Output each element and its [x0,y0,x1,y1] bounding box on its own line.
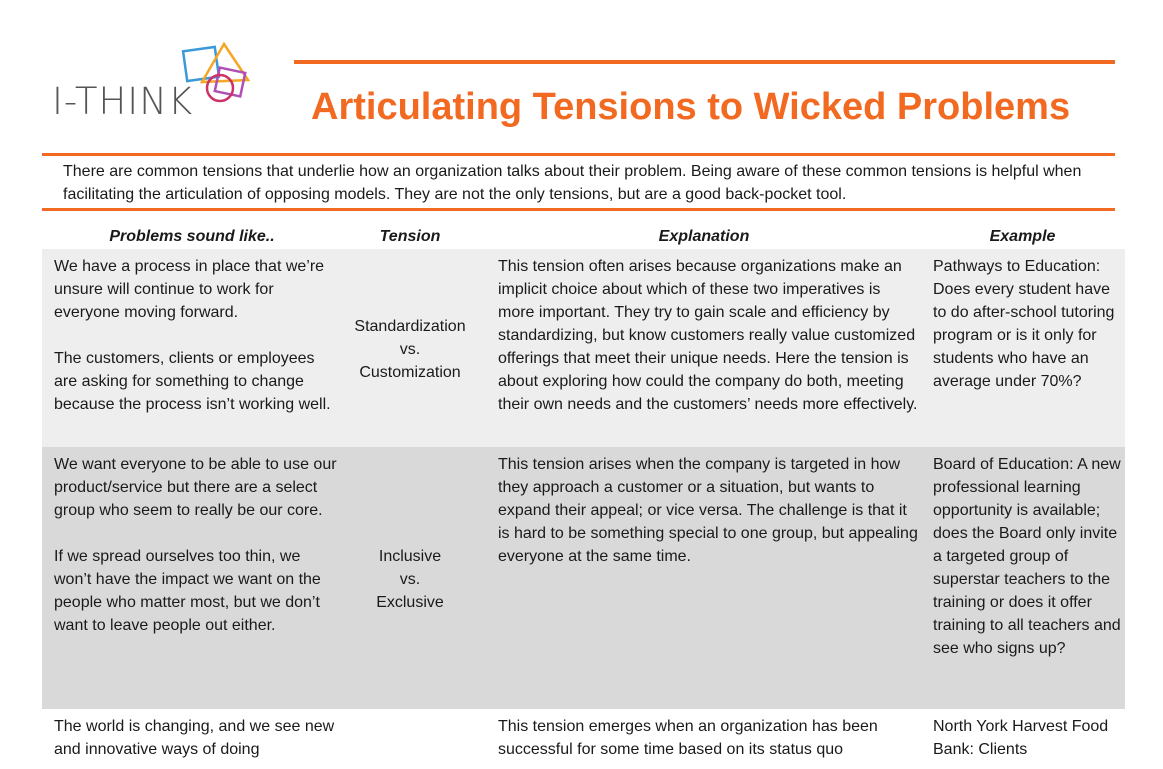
problem-statement: The customers, clients or employees are asking for something to change because the process isn’t working well. [54,350,331,413]
i-think-logo [52,40,262,130]
problem-statement: The world is changing, and we see new and innovative ways of doing [54,718,335,758]
column-header-explanation: Explanation [658,228,750,245]
problem-statement: If we spread ourselves too thin, we won’t have the impact we want on the people who matter most, but we don’t want to leave people out either. [54,548,321,634]
table-row [42,447,1125,709]
column-header-tension: Tension [379,228,441,245]
problem-statement: We want everyone to be able to use our product/service but there are a select group who seem to really be our core. [54,456,337,519]
column-header-example: Example [989,228,1056,245]
explanation-cell: This tension arises when the company is targeted in how they approach a customer or a situation, but wants to expand their appeal; or vice versa. The challenge is that it is hard to be something special to one group, but appealing everyone at the same time. [498,456,918,565]
problem-statement: We have a process in place that we’re unsure will continue to work for everyone moving forward. [54,258,325,321]
intro-paragraph: There are common tensions that underlie how an organization talks about their problem. Being aware of these common tensions is helpful when facilitating the articulation of opposing models. They are not the only tensions, but are a good back-pocket tool. [63,163,1082,203]
table-header-row [0,228,1163,250]
tension-left: Standardization [354,318,466,335]
explanation-cell: This tension often arises because organizations make an implicit choice about which of these two imperatives is more important. They try to gain scale and efficiency by standardizing, but know customers really value customized offerings that meet their unique needs. Here the tension is about exploring how could the company do both, meeting their own needs and the customers’ needs more effectively. [498,258,918,413]
tension-right: Customization [359,364,461,381]
example-cell: Board of Education: A new professional learning opportunity is available; does the Board only invite a targeted group of superstar teachers to the training or does it offer training to all teachers and see who signs up? [933,456,1121,657]
page-title: Articulating Tensions to Wicked Problems [311,86,1071,128]
intro-top-rule [42,153,1115,156]
tension-cell [342,315,478,384]
example-cell: Pathways to Education: Does every student have to do after-school tutoring program or is it only for students who have an average under 70%? [933,258,1115,390]
tension-left: Inclusive [378,548,442,565]
tension-right: Exclusive [376,594,444,611]
explanation-cell: This tension emerges when an organization has been successful for some time based on its status quo [498,718,878,758]
tension-vs: vs. [399,341,421,358]
problems-cell [54,453,340,637]
column-header-problems: Problems sound like.. [109,228,275,245]
example-cell: North York Harvest Food Bank: Clients [933,718,1109,758]
problems-cell [54,255,340,416]
tension-vs: vs. [399,571,421,588]
problems-cell [54,715,340,761]
intro-bottom-rule [42,208,1115,211]
top-orange-rule [294,60,1115,64]
tension-cell [342,545,478,614]
table-row [42,249,1125,447]
table-row [42,709,1125,769]
logo-wordmark: I-THINK [52,80,194,123]
